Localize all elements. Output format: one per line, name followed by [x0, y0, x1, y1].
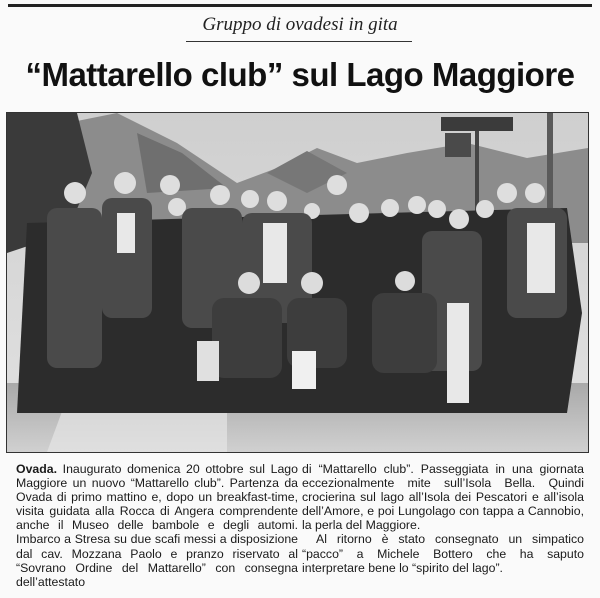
group-photo-image [7, 113, 588, 452]
column-2-paragraph-1: di “Mattarello club”. Passeggiata in una giornata eccezionalmente mite sull’Isola Bella. Quindi crocierina sul lago all’Isola dei Pescatori e all’isola dell’Amore, e poi Lungolago con tappa a Cannobio, la perla del Maggiore. [302, 462, 584, 533]
dateline: Ovada. [16, 462, 58, 476]
article-column-2 [302, 462, 584, 575]
article-kicker: Gruppo di ovadesi in gita [202, 14, 398, 35]
article-headline: “Mattarello club” sul Lago Maggiore [25, 56, 575, 93]
column-2-paragraph-2: Al ritorno è stato consegnato un simpatico “pacco” a Michele Bottero che ha saputo interpretare bene lo “spirito del lago”. [302, 532, 584, 575]
top-rule [8, 4, 592, 7]
article-column-1 [16, 462, 298, 589]
column-1-text: Inaugurato domenica 20 ottobre sul Lago Maggiore un nuovo “Mattarello club”. Partenza da Ovada di primo mattino e, dopo un breakfast-time, visita guidata alla Rocca di Angera comprendente anche il Museo delle bambole e degli automi. Imbarco a Stresa su due scafi messi a disposizione dal cav. Mozzana Paolo e pranzo riservato al “Sovrano Ordine del Mattarello” con consegna dell’attestato [16, 462, 298, 589]
kicker-underline [186, 41, 412, 42]
group-photo [6, 112, 589, 453]
